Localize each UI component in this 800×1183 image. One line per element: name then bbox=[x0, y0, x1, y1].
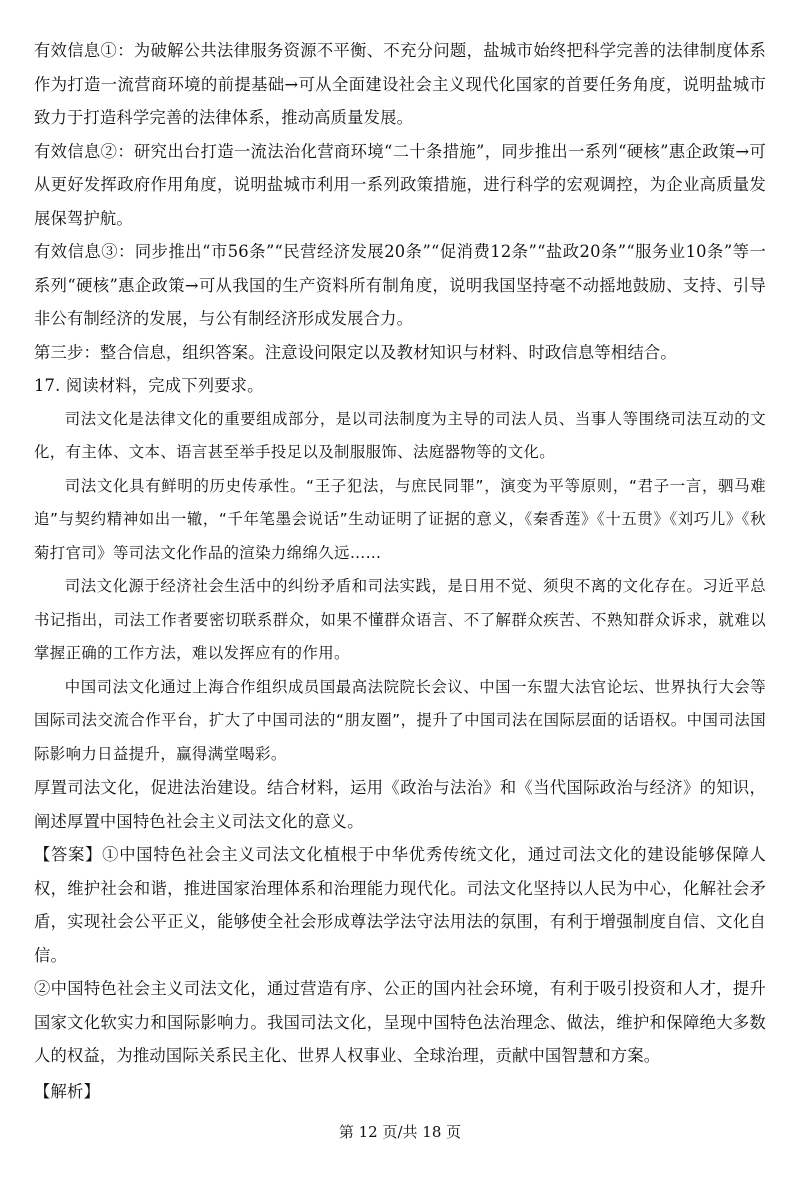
info-paragraph-1: 有效信息①：为破解公共法律服务资源不平衡、不充分问题，盐城市始终把科学完善的法律制度体系作为打造一流营商环境的前提基础→可从全面建设社会主义现代化国家的首要任务角度，说明盐城市致力于打造科学完善的法律体系，推动高质量发展。 bbox=[34, 41, 766, 127]
step-three-paragraph: 第三步：整合信息，组织答案。注意设问限定以及教材知识与材料、时政信息等相结合。 bbox=[34, 342, 677, 362]
analysis-tag bbox=[34, 1075, 766, 1109]
answer-point-1 bbox=[34, 838, 766, 972]
info-paragraph-2: 有效信息②：研究出台打造一流法治化营商环境“二十条措施”，同步推出一系列“硬核”惠企政策→可从更好发挥政府作用角度，说明盐城市利用一系列政策措施，进行科学的宏观调控，为企业高质量发展保驾护航。 bbox=[34, 141, 766, 228]
material-paragraph-1: 司法文化是法律文化的重要组成部分，是以司法制度为主导的司法人员、当事人等围绕司法互动的文化，有主体、文本、语言甚至举手投足以及制服服饰、法庭器物等的文化。 bbox=[34, 409, 766, 461]
question-number: 17. 阅读材料，完成下列要求。 bbox=[34, 376, 264, 395]
page-footer: 第 12 页/共 18 页 bbox=[338, 1123, 462, 1141]
document-page bbox=[34, 34, 766, 1108]
question-prompt: 厚置司法文化，促进法治建设。结合材料，运用《政治与法治》和《当代国际政治与经济》的知识，阐述厚置中国特色社会主义司法文化的意义。 bbox=[34, 778, 766, 831]
answer-point-1-text: ①中国特色社会主义司法文化植根于中华优秀传统文化，通过司法文化的建设能够保障人权，维护社会和谐，推进国家治理体系和治理能力现代化。司法文化坚持以人民为中心，化解社会矛盾，实现社会公平正义，能够使全社会形成尊法学法守法用法的氛围，有利于增强制度自信、文化自信。 bbox=[34, 845, 766, 965]
answer-tag: 【答案】 bbox=[34, 845, 103, 864]
material-paragraph-4: 中国司法文化通过上海合作组织成员国最高法院院长会议、中国一东盟大法官论坛、世界执行大会等国际司法交流合作平台，扩大了中国司法的“朋友圈”，提升了中国司法在国际层面的话语权。中国司法国际影响力日益提升，赢得满堂喝彩。 bbox=[34, 677, 766, 763]
material-paragraph-2: 司法文化具有鲜明的历史传承性。“王子犯法，与庶民同罪”，演变为平等原则，“君子一言，驷马难追”与契约精神如出一辙，“千年笔墨会说话”生动证明了证据的意义，《秦香莲》《十五贯》《刘巧儿》《秋菊打官司》等司法文化作品的渲染力绵绵久远…… bbox=[34, 476, 766, 562]
answer-point-2: ②中国特色社会主义司法文化，通过营造有序、公正的国内社会环境，有利于吸引投资和人才，提升国家文化软实力和国际影响力。我国司法文化，呈现中国特色法治理念、做法，维护和保障绝大多数人的权益，为推动国际关系民主化、世界人权事业、全球治理，贡献中国智慧和方案。 bbox=[34, 979, 766, 1065]
analysis-tag-text: 【解析】 bbox=[34, 1081, 100, 1101]
info-paragraph-3: 有效信息③：同步推出“市56条”“民营经济发展20条”“促消费12条”“盐政20条”“服务业10条”等一系列“硬核”惠企政策→可从我国的生产资料所有制角度，说明我国坚持毫不动摇地鼓励、支持、引导非公有制经济的发展，与公有制经济形成发展合力。 bbox=[34, 242, 766, 328]
material-paragraph-3: 司法文化源于经济社会生活中的纠纷矛盾和司法实践，是日用不觉、须臾不离的文化存在。习近平总书记指出，司法工作者要密切联系群众，如果不懂群众语言、不了解群众疾苦、不熟知群众诉求，就难以掌握正确的工作方法，难以发挥应有的作用。 bbox=[34, 577, 766, 662]
